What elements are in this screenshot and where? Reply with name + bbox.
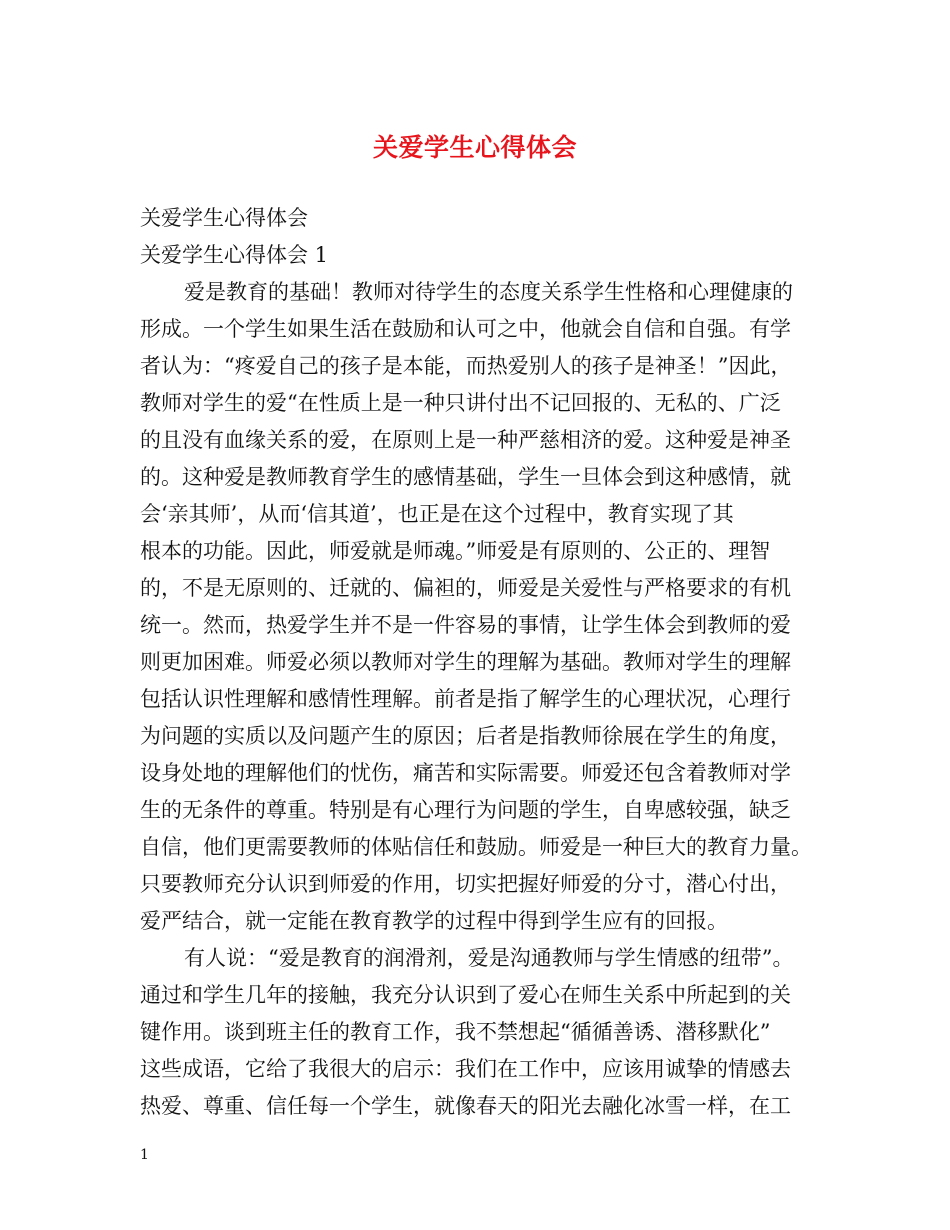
paragraph-line: 这些成语，它给了我很大的启示：我们在工作中，应该用诚挚的情感去 [140,1057,791,1081]
paragraph-line: 热爱、尊重、信任每一个学生，就像春天的阳光去融化冰雪一样，在工 [140,1094,791,1118]
paragraph-line: 生的无条件的尊重。特别是有心理行为问题的学生，自卑感较强，缺乏 [140,798,791,822]
paragraph-line: 键作用。谈到班主任的教育工作，我不禁想起“循循善诱、潜移默化” [140,1020,771,1044]
paragraph-line: 形成。一个学生如果生活在鼓励和认可之中，他就会自信和自强。有学 [140,317,791,341]
paragraph-line: 会‘亲其师’，从而‘信其道’，也正是在这个过程中，教育实现了其 [140,502,734,526]
paragraph-1 [140,274,816,940]
document-body [140,200,816,1125]
section-heading: 关爱学生心得体会 [140,206,308,230]
paragraph-line: 者认为：“疼爱自己的孩子是本能，而热爱别人的孩子是神圣！”因此， [140,354,792,378]
paragraph-2 [140,940,816,1125]
paragraph-line: 只要教师充分认识到师爱的作用，切实把握好师爱的分寸，潜心付出， [140,872,791,896]
paragraph-line: 有人说：“爱是教育的润滑剂，爱是沟通教师与学生情感的纽带”。 [184,946,794,970]
paragraph-line: 根本的功能。因此，师爱就是师魂。”师爱是有原则的、公正的、理智 [140,539,771,563]
paragraph-line: 爱是教育的基础！教师对待学生的态度关系学生性格和心理健康的 [184,280,793,304]
paragraph-line: 通过和学生几年的接触，我充分认识到了爱心在师生关系中所起到的关 [140,983,791,1007]
paragraph-line: 的。这种爱是教师教育学生的感情基础，学生一旦体会到这种感情，就 [140,465,791,489]
document-title: 关爱学生心得体会 [372,133,577,162]
paragraph-line: 包括认识性理解和感情性理解。前者是指了解学生的心理状况，心理行 [140,687,791,711]
paragraph-line: 设身处地的理解他们的忧伤，痛苦和实际需要。师爱还包含着教师对学 [140,761,791,785]
paragraph-line: 为问题的实质以及问题产生的原因；后者是指教师徐展在学生的角度， [140,724,791,748]
paragraph-line: 自信，他们更需要教师的体贴信任和鼓励。师爱是一种巨大的教育力量。 [140,835,812,859]
subsection-heading: 关爱学生心得体会 1 [140,243,329,267]
paragraph-line: 的，不是无原则的、迁就的、偏袒的，师爱是关爱性与严格要求的有机 [140,576,791,600]
paragraph-line: 教师对学生的爱“在性质上是一种只讲付出不记回报的、无私的、广泛 [140,391,781,415]
paragraph-line: 统一。然而，热爱学生并不是一件容易的事情，让学生体会到教师的爱 [140,613,791,637]
paragraph-line: 则更加困难。师爱必须以教师对学生的理解为基础。教师对学生的理解 [140,650,791,674]
page-number: 1 [140,1147,149,1163]
paragraph-line: 爱严结合，就一定能在教育教学的过程中得到学生应有的回报。 [140,909,728,933]
paragraph-line: 的且没有血缘关系的爱，在原则上是一种严慈相济的爱。这种爱是神圣 [140,428,791,452]
